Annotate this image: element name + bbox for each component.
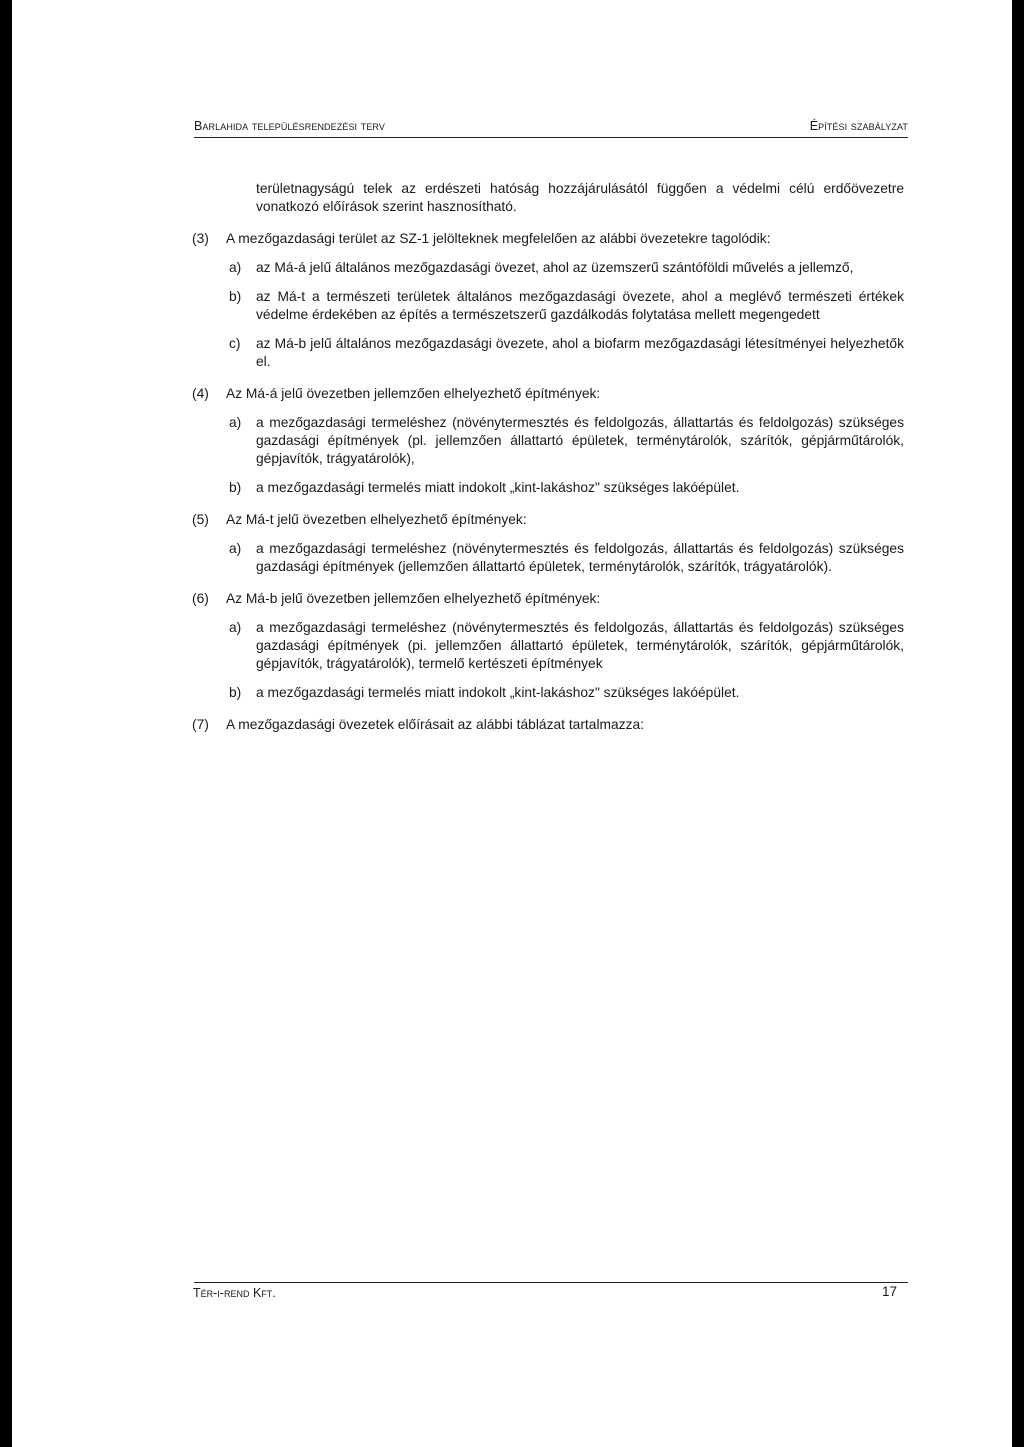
list-item-text: az Má-t a természeti területek általános mezőgazdasági övezete, ahol a meglévő természeti értékek védelme érdekében az építés a természetszerű gazdálkodás folytatása mellett megengedett (256, 289, 904, 322)
paragraph (192, 716, 904, 734)
list-item-letter: a) (229, 415, 242, 430)
list-item-text: a mezőgazdasági termeléshez (növénytermesztés és feldolgozás, állattartás és feldolgozás) szükséges gazdasági építmények (pl. jellemzően állattartó épületek, terménytárolók, szárítók, gépjárműtárolók, gépjavítók, trágyatárolók), (256, 415, 904, 466)
continuation-text: területnagyságú telek az erdészeti hatóság hozzájárulásától függően a védelmi célú erdőövezetre vonatkozó előírások szerint hasznosítható. (256, 181, 904, 214)
paragraph-number: (6) (192, 591, 209, 606)
list-item-letter: a) (229, 260, 242, 275)
header-title: Barlahida településrendezési terv (194, 119, 385, 133)
list-item-letter: a) (229, 620, 242, 635)
list-item-text: a mezőgazdasági termelés miatt indokolt „kint-lakáshoz" szükséges lakóépület. (256, 685, 740, 700)
paragraph (192, 385, 904, 403)
paragraph-number: (4) (192, 386, 209, 401)
paragraph-text: A mezőgazdasági övezetek előírásait az alábbi táblázat tartalmazza: (226, 717, 644, 732)
list-item (192, 540, 904, 576)
footer-company: Tér-i-rend Kft. (193, 1286, 276, 1300)
paragraph-number: (3) (192, 231, 209, 246)
list-item-text: az Má-á jelű általános mezőgazdasági övezet, ahol az üzemszerű szántóföldi művelés a jellemző, (256, 260, 854, 275)
header-section: Építési szabályzat (809, 119, 908, 133)
list-item-text: a mezőgazdasági termeléshez (növénytermesztés és feldolgozás, állattartás és feldolgozás) szükséges gazdasági építmények (pi. jellemzően állattartó épületek, terménytárolók, szárítók, gépjárműtárolók, gépjavítók, trágyatárolók), termelő kertészeti építmények (256, 620, 904, 671)
paragraph-list (192, 230, 904, 734)
footer-rule (194, 1282, 908, 1283)
list-item (192, 414, 904, 468)
page-header (194, 119, 908, 138)
document-body (192, 180, 904, 734)
paragraph (192, 511, 904, 529)
list-item-letter: b) (229, 289, 242, 304)
paragraph-text: Az Má-á jelű övezetben jellemzően elhelyezhető építmények: (226, 386, 601, 401)
paragraph (192, 230, 904, 248)
document-page (12, 0, 1012, 1447)
paragraph-text: Az Má-t jelű övezetben elhelyezhető építmények: (226, 512, 527, 527)
page-number: 17 (882, 1284, 898, 1299)
list-item-text: a mezőgazdasági termeléshez (növénytermesztés és feldolgozás, állattartás és feldolgozás) szükséges gazdasági építmények (jellemzően állattartó épületek, terménytárolók, szárítók, trágyatárolók). (256, 541, 904, 574)
list-item-text: az Má-b jelű általános mezőgazdasági övezete, ahol a biofarm mezőgazdasági létesítményei helyezhetők el. (256, 336, 904, 369)
list-item-letter: c) (229, 336, 241, 351)
list-item (192, 288, 904, 324)
list-item-letter: a) (229, 541, 242, 556)
list-item-letter: b) (229, 480, 242, 495)
list-item (192, 684, 904, 702)
list-item (192, 335, 904, 371)
paragraph-text: Az Má-b jelű övezetben jellemzően elhelyezhető építmények: (226, 591, 601, 606)
list-item (192, 619, 904, 673)
paragraph-number: (7) (192, 717, 209, 732)
paragraph-text: A mezőgazdasági terület az SZ-1 jelölteknek megfelelően az alábbi övezetekre tagolódik: (226, 231, 771, 246)
list-item-letter: b) (229, 685, 242, 700)
list-item (192, 479, 904, 497)
paragraph-number: (5) (192, 512, 209, 527)
list-item (192, 259, 904, 277)
paragraph (192, 590, 904, 608)
list-item-text: a mezőgazdasági termelés miatt indokolt „kint-lakáshoz" szükséges lakóépület. (256, 480, 740, 495)
